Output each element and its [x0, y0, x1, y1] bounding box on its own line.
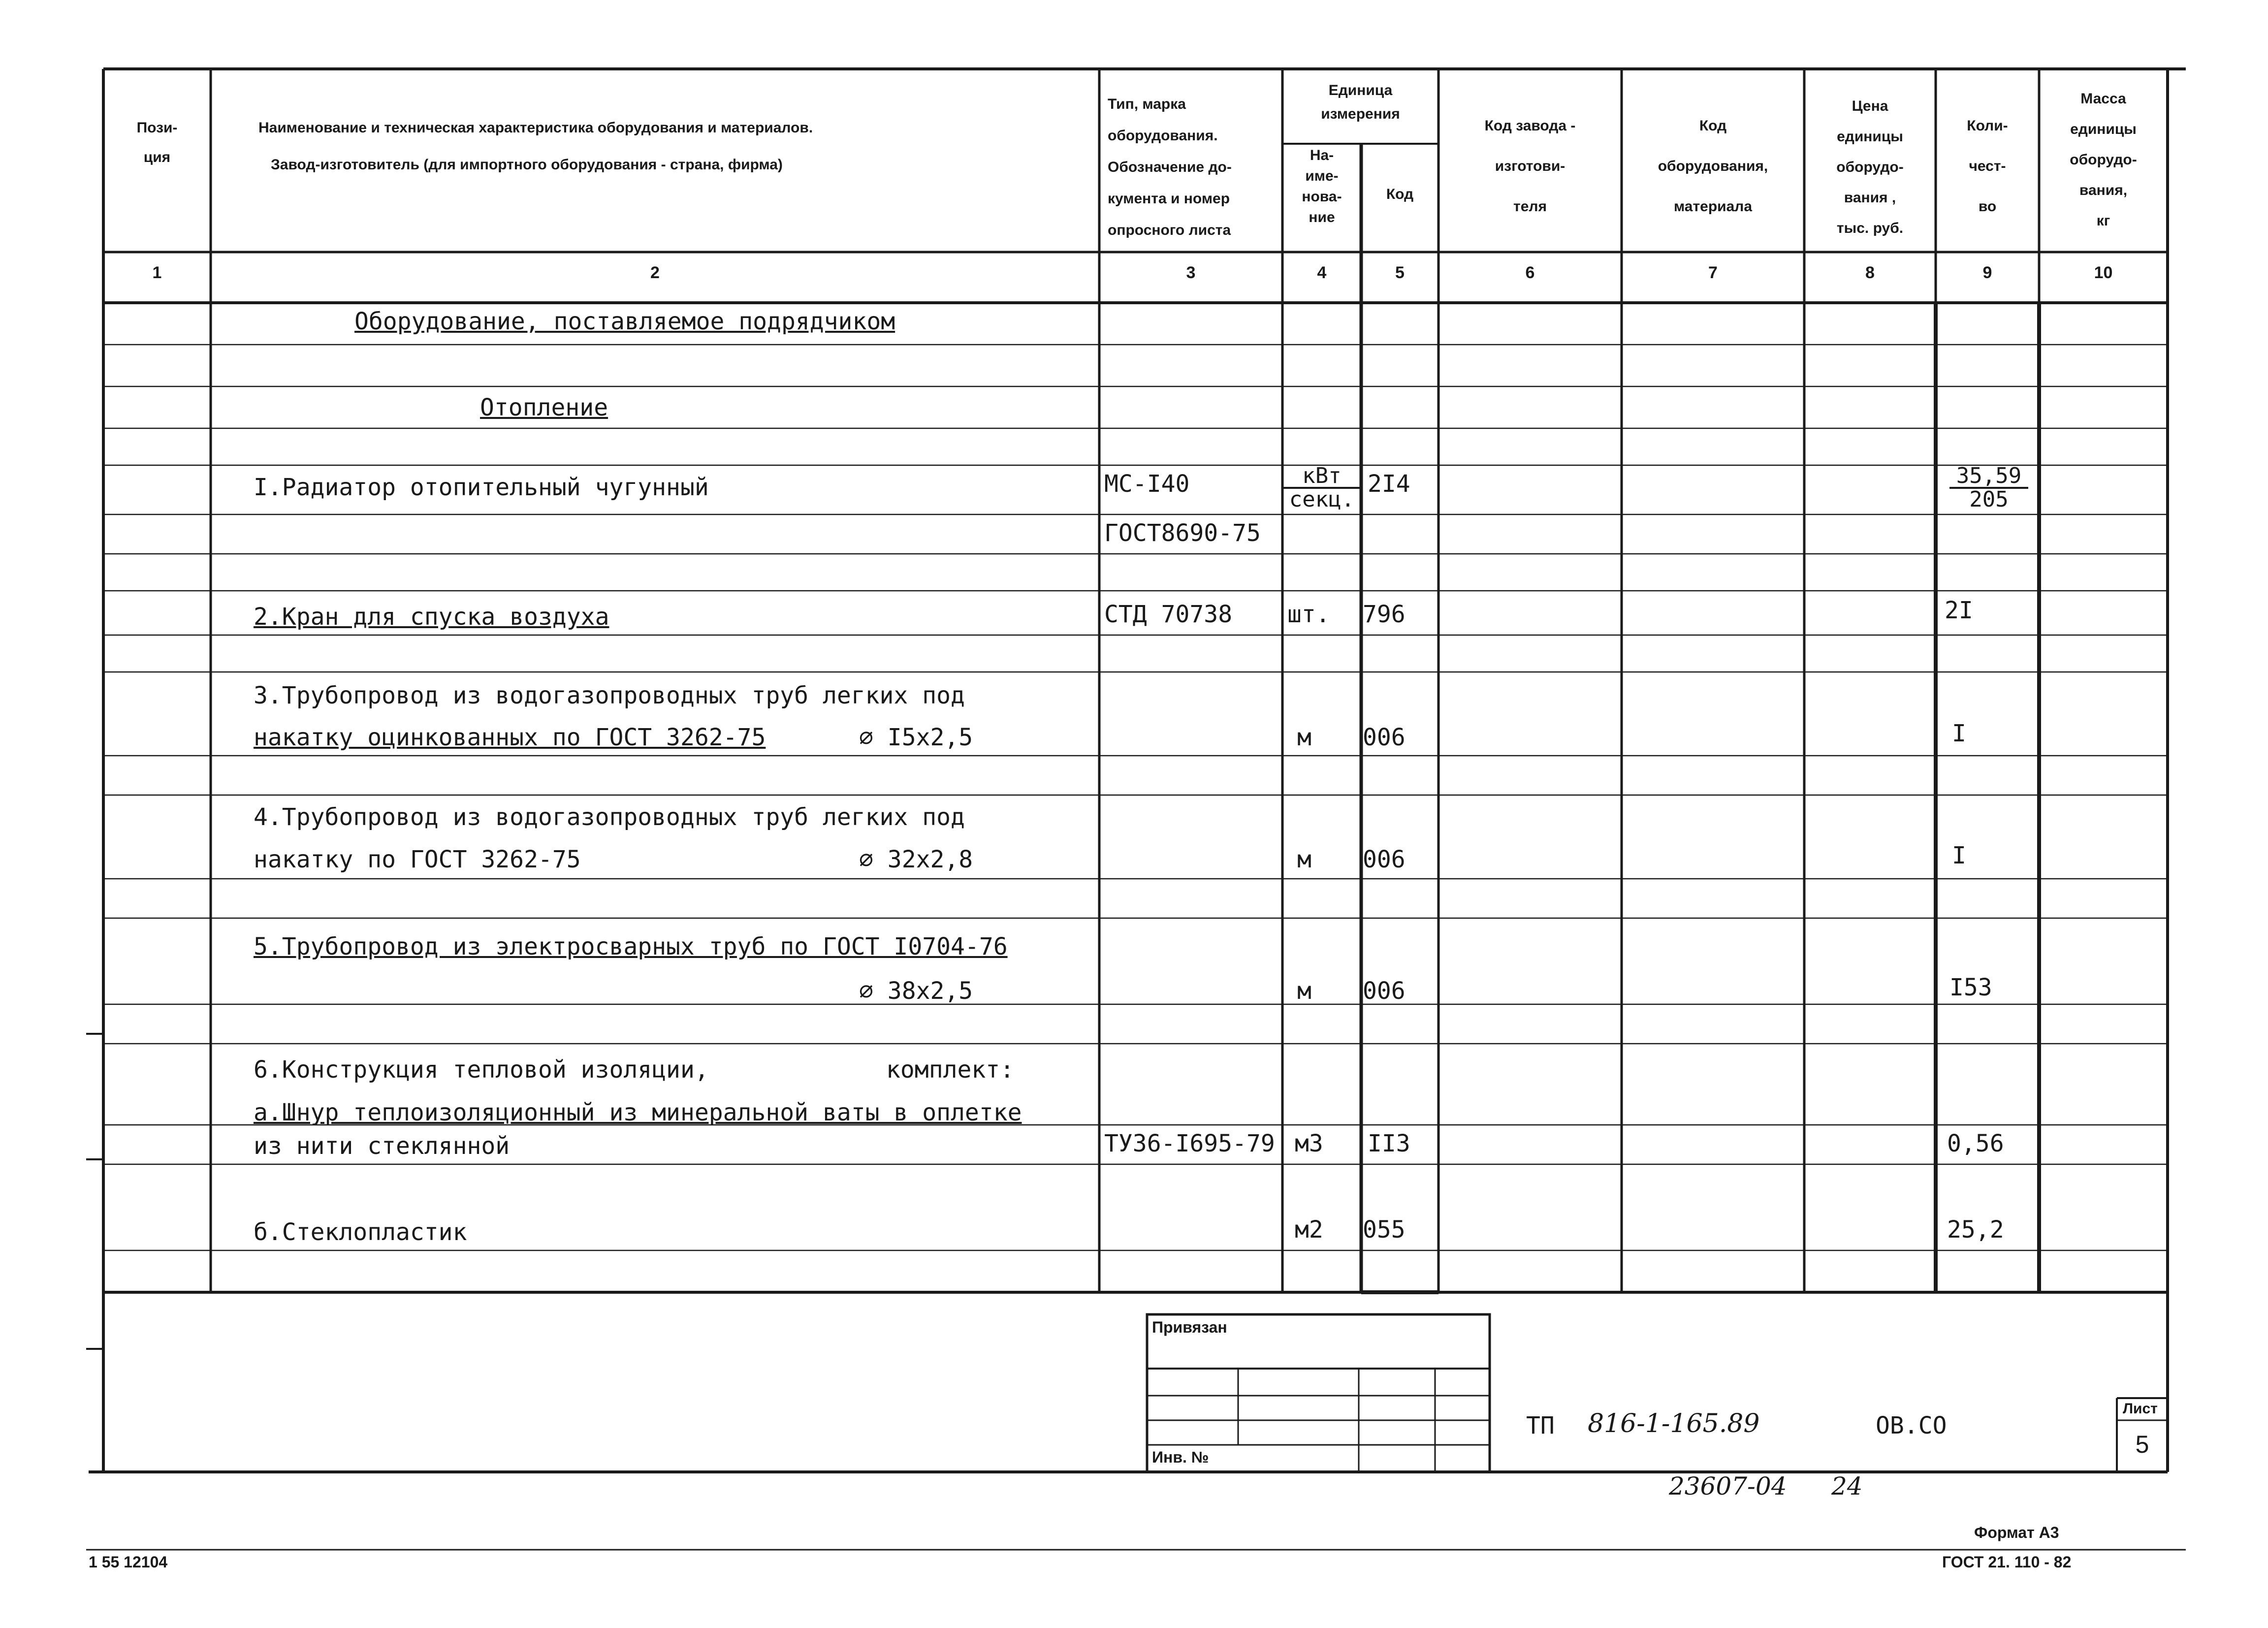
- section-title-heating: Отопление: [480, 394, 608, 421]
- col-number: 1: [152, 263, 162, 282]
- row-unit-code: 006: [1363, 846, 1406, 873]
- row-dimension: ⌀ 32x2,8: [859, 846, 973, 873]
- row-quantity: I53: [1949, 974, 1992, 1001]
- stamp-document-number: 816-1-165.89: [1588, 1409, 1760, 1438]
- col-number: 8: [1865, 263, 1875, 282]
- header-plant-code: Код завода - изготови- теля: [1484, 118, 1576, 215]
- row-name: 6.Конструкция тепловой изоляции,: [254, 1056, 709, 1084]
- row-name-cont: накатку оцинкованных по ГОСТ 3262-75: [254, 724, 766, 751]
- stamp-inventory-label: Инв. №: [1152, 1448, 1209, 1466]
- row-quantity: 0,56: [1947, 1130, 2004, 1157]
- stamp-sheet-label: Лист: [2123, 1401, 2158, 1417]
- row-unit-code: 2I4: [1368, 470, 1410, 498]
- footer-format: Формат А3: [1974, 1524, 2059, 1541]
- stamp-privyazan: Привязан: [1152, 1318, 1227, 1336]
- row-dimension: ⌀ I5x2,5: [859, 724, 973, 751]
- row-unit: м: [1297, 977, 1311, 1005]
- header-type: Тип, марка оборудования. Обозначение до- кумента и номер опросного листа: [1108, 96, 1232, 238]
- row-name: б.Стеклопластик: [254, 1218, 467, 1246]
- header-unit-code: Код: [1386, 186, 1414, 202]
- col-number: 6: [1525, 263, 1535, 282]
- header-equipment-code: Код оборудования, материала: [1658, 118, 1768, 215]
- row-subitem-cont: из нити стеклянной: [254, 1132, 510, 1160]
- col-number: 5: [1395, 263, 1405, 282]
- footer-gost: ГОСТ 21. 110 - 82: [1942, 1553, 2072, 1571]
- inventory-sheet: 24: [1831, 1472, 1863, 1500]
- col-number: 2: [650, 263, 660, 282]
- col-number: 7: [1708, 263, 1718, 282]
- row-type-doc: ГОСТ8690-75: [1104, 519, 1261, 547]
- stamp-sheet-number: 5: [2135, 1431, 2149, 1458]
- row-quantity: I: [1952, 720, 1966, 747]
- row-type: СТД 70738: [1104, 601, 1233, 628]
- row-unit: шт.: [1287, 601, 1330, 628]
- row-subitem: а.Шнур теплоизоляционный из минеральной ваты в оплетке: [254, 1099, 1022, 1126]
- header-pos: Пози- ция: [136, 120, 178, 165]
- header-name: Наименование и техническая характеристика оборудования и материалов. Завод-изготовитель (для импортного оборудования - страна, фирма): [258, 120, 813, 173]
- stamp-document-code: ОВ.СО: [1876, 1412, 1947, 1439]
- header-unit-name: На- име- нова- ние: [1302, 147, 1342, 225]
- col-number: 4: [1317, 263, 1327, 282]
- col-number: 3: [1186, 263, 1196, 282]
- row-quantity: 2I: [1945, 597, 1973, 624]
- row-unit: м2: [1295, 1216, 1323, 1244]
- row-unit-code: 006: [1363, 724, 1406, 751]
- row-unit: м: [1297, 724, 1311, 751]
- row-unit-code: II3: [1368, 1130, 1410, 1157]
- row-unit-code: 796: [1363, 601, 1406, 628]
- row-unit: м: [1297, 846, 1311, 873]
- stamp-tp-label: ТП: [1526, 1412, 1555, 1439]
- row-name-suffix: комплект:: [886, 1056, 1015, 1084]
- col-number: 10: [2094, 263, 2113, 282]
- footer-left-code: 1 55 12104: [89, 1553, 168, 1571]
- row-type: МС-I40: [1104, 470, 1190, 498]
- row-name: 5.Трубопровод из электросварных труб по ГОСТ I0704-76: [254, 933, 1008, 960]
- row-quantity-fraction: $\frac{35,59}{205}$: [1949, 465, 2028, 511]
- header-unit-group: Единица измерения: [1321, 82, 1400, 122]
- row-dimension: ⌀ 38x2,5: [859, 977, 973, 1005]
- row-unit-code: 055: [1363, 1216, 1406, 1244]
- inventory-number: 23607-04: [1669, 1472, 1787, 1500]
- row-quantity: 25,2: [1947, 1216, 2004, 1244]
- row-unit: м3: [1295, 1130, 1323, 1157]
- row-quantity: I: [1952, 842, 1966, 869]
- row-name: 3.Трубопровод из водогазопроводных труб легких под: [254, 682, 965, 709]
- header-price: Цена единицы оборудо- вания , тыс. руб.: [1836, 98, 1904, 236]
- row-name: I.Радиатор отопительный чугунный: [254, 474, 709, 501]
- col-number: 9: [1982, 263, 1992, 282]
- row-unit-fraction: кВт секц.: [1283, 465, 1360, 511]
- header-mass: Масса единицы оборудо- вания, кг: [2070, 91, 2137, 229]
- row-unit-code: 006: [1363, 977, 1406, 1005]
- header-quantity: Коли- чест- во: [1967, 118, 2008, 215]
- row-type: ТУ36-I695-79: [1104, 1130, 1275, 1157]
- row-name: 4.Трубопровод из водогазопроводных труб легких под: [254, 803, 965, 831]
- section-title-main: Оборудование, поставляемое подрядчиком: [354, 308, 895, 335]
- row-name-cont: накатку по ГОСТ 3262-75: [254, 846, 581, 873]
- row-name: 2.Кран для спуска воздуха: [254, 603, 609, 631]
